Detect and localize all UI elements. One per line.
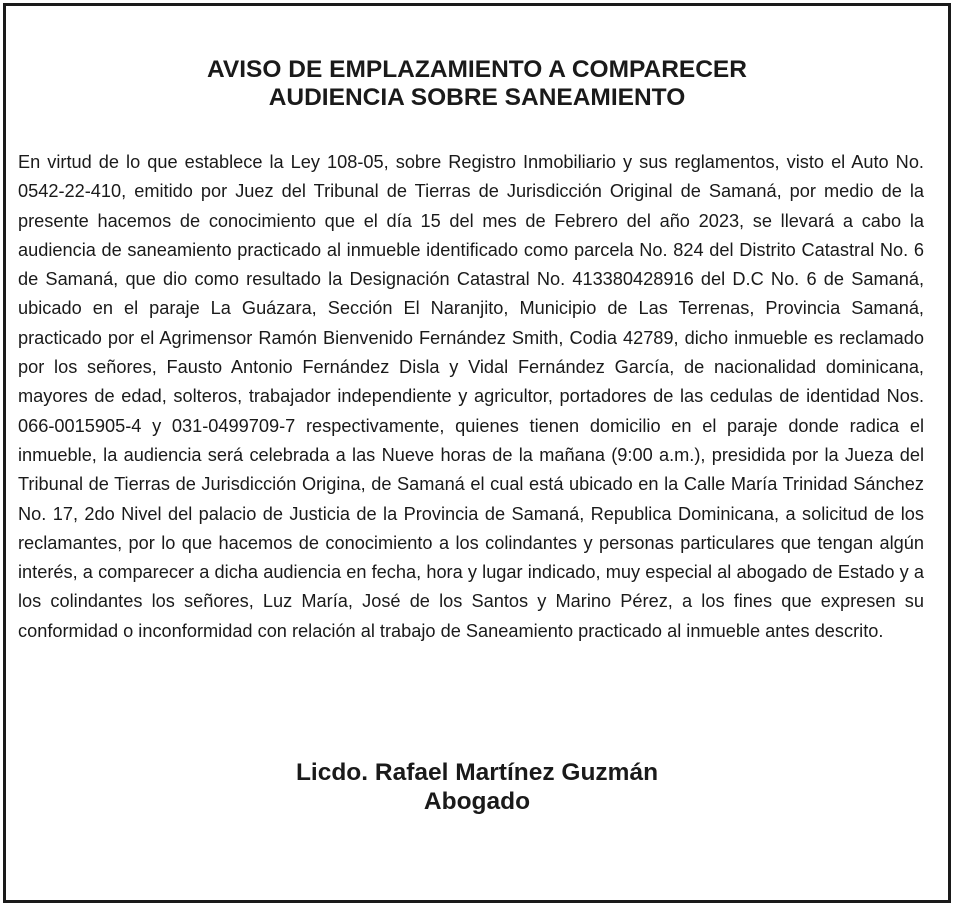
notice-title [0, 56, 954, 112]
signer-name: Licdo. Rafael Martínez Guzmán [295, 759, 659, 786]
notice-body: En virtud de lo que establece la Ley 108-05, sobre Registro Inmobiliario y sus reglamentos, visto el Auto No. 0542-22-410, emitido por Juez del Tribunal de Tierras de Jurisdicción Original de Samaná, por medio de la presente hacemos de conocimiento que el día 15 del mes de Febrero del año 2023, se llevará a cabo la audiencia de saneamiento practicado al inmueble identificado como parcela No. 824 del Distrito Catastral No. 6 de Samaná, que dio como resultado la Designación Catastral No. 413380428916 del D.C No. 6 de Samaná, ubicado en el paraje La Guázara, Sección El Naranjito, Municipio de Las Terrenas, Provincia Samaná, practicado por el Agrimensor Ramón Bienvenido Fernández Smith, Codia 42789, dicho inmueble es reclamado por los señores, Fausto Antonio Fernández Disla y Vidal Fernández García, de nacionalidad dominicana, mayores de edad, solteros, trabajador independiente y agricultor, portadores de las cedulas de identidad Nos. 066-0015905-4 y 031-0499709-7 respectivamente, quienes tienen domicilio en el paraje donde radica el inmueble, la audiencia será celebrada a las Nueve horas de la mañana (9:00 a.m.), presidida por la Jueza del Tribunal de Tierras de Jurisdicción Origina, de Samaná el cual está ubicado en la Calle María Trinidad Sánchez No. 17, 2do Nivel del palacio de Justicia de la Provincia de Samaná, Republica Dominicana, a solicitud de los reclamantes, por lo que hacemos de conocimiento a los colindantes y personas particulares que tengan algún interés, a comparecer a dicha audiencia en fecha, hora y lugar indicado, muy especial al abogado de Estado y a los colindantes los señores, Luz María, José de los Santos y Marino Pérez, a los fines que expresen su conformidad o inconformidad con relación al trabajo de Saneamiento practicado al inmueble antes descrito. [18, 152, 924, 641]
signature-block [0, 758, 954, 816]
notice-title-line-2: AUDIENCIA SOBRE SANEAMIENTO [268, 84, 686, 111]
signer-role: Abogado [423, 788, 531, 815]
notice-title-line-1: AVISO DE EMPLAZAMIENTO A COMPARECER [207, 56, 747, 83]
